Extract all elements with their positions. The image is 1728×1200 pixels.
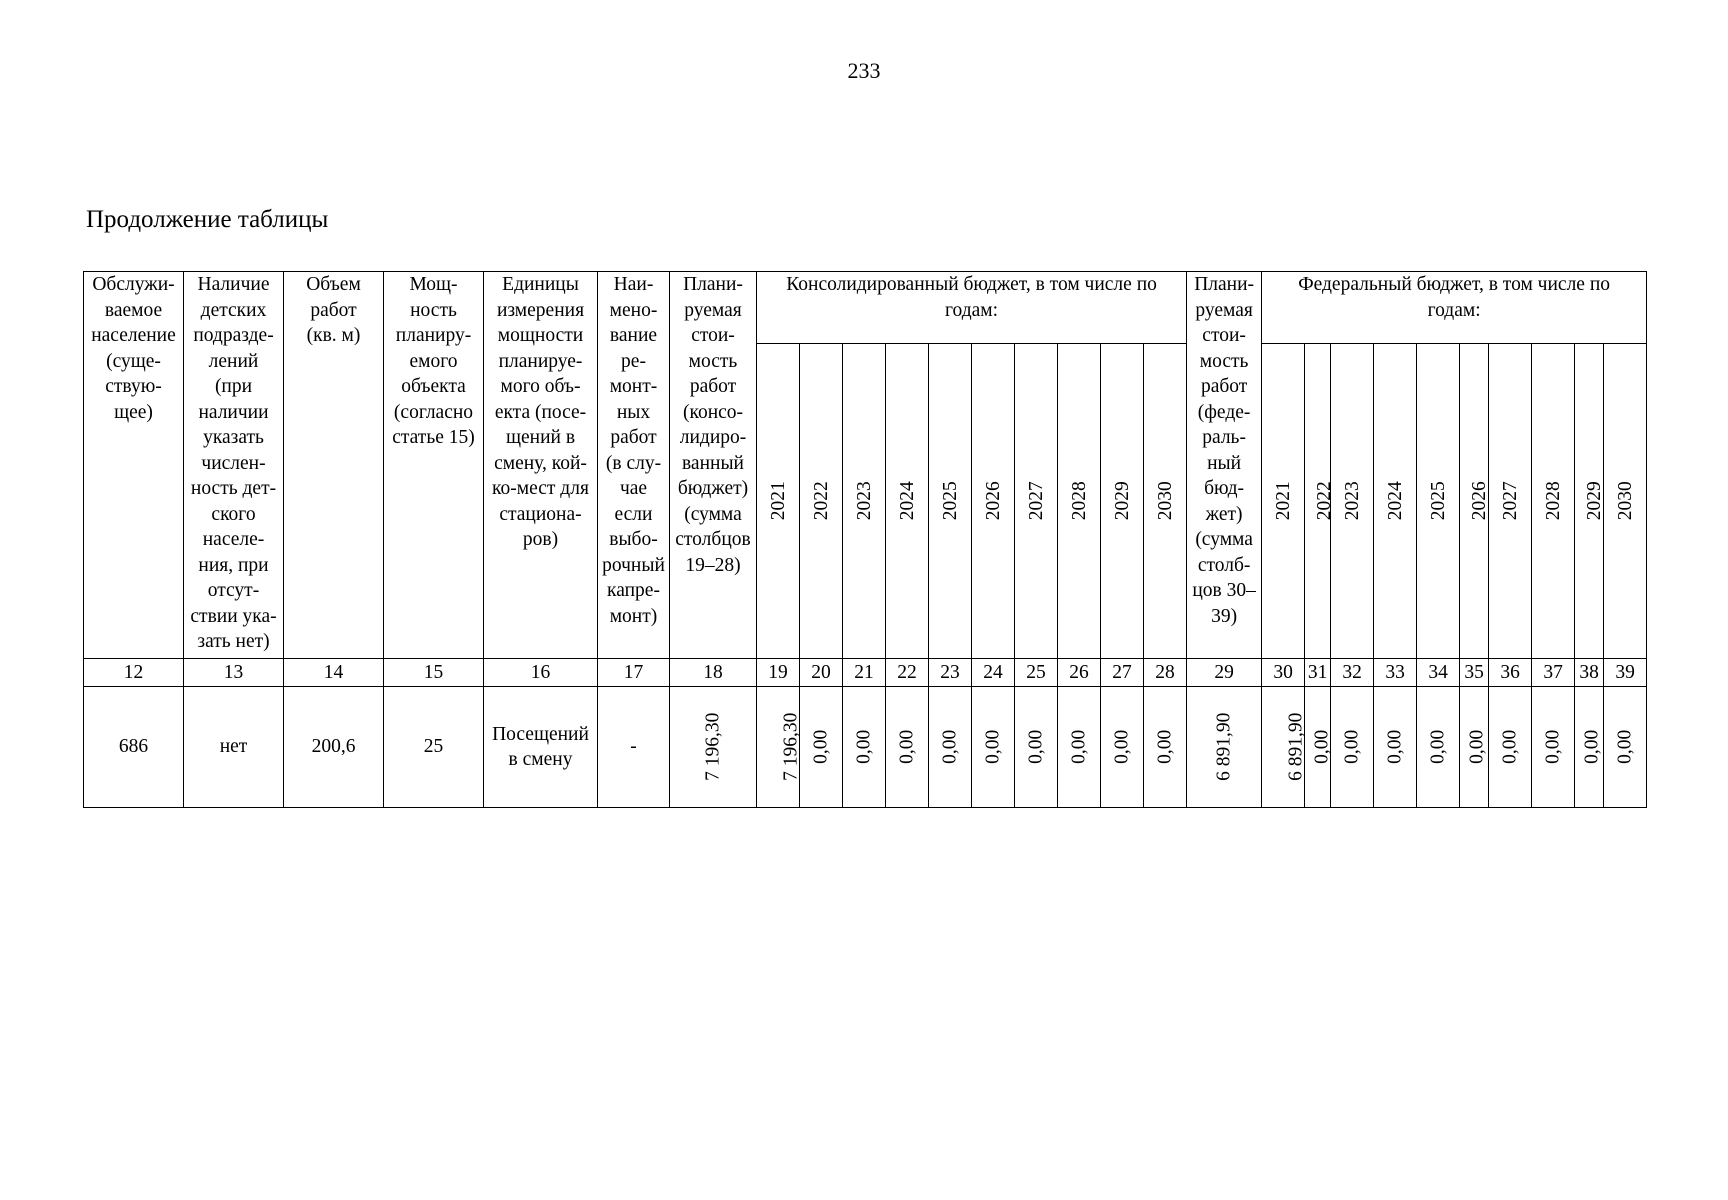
column-number: 26	[1058, 659, 1101, 687]
table-caption: Продолжение таблицы	[86, 206, 329, 233]
year-header-federal: 2027	[1489, 344, 1532, 659]
column-number-row	[84, 659, 1647, 687]
header-planned-cost-consolidated: Плани- руемая стои- мость работ (консо- лидиро- ванный бюджет) (сумма столбцов 19–28)	[670, 272, 757, 659]
cell-planned-cost-consolidated: 7 196,30	[670, 687, 757, 808]
cell-federal-year: 0,00	[1460, 687, 1489, 808]
year-header-federal: 2022	[1305, 344, 1331, 659]
year-header-consolidated: 2028	[1058, 344, 1101, 659]
cell-repair-name: -	[598, 687, 670, 808]
cell-federal-year: 0,00	[1305, 687, 1331, 808]
header-children-units: Наличие детских подразде- лений (при наличии указать числен- ность дет- ского населе- ния, при отсут- ствии ука- зать нет)	[184, 272, 284, 659]
year-header-consolidated: 2022	[800, 344, 843, 659]
cell-work-volume: 200,6	[284, 687, 384, 808]
header-repair-name: Наи- мено- вание ре- монт- ных работ (в слу- чае если выбо- рочный капре- монт)	[598, 272, 670, 659]
column-number: 25	[1015, 659, 1058, 687]
header-capacity-units: Единицы измерения мощности планируе- мого объ- екта (посе- щений в смену, кой- ко-мест для стациона- ров)	[484, 272, 598, 659]
column-number: 31	[1305, 659, 1331, 687]
column-number: 30	[1262, 659, 1305, 687]
cell-consolidated-year: 0,00	[972, 687, 1015, 808]
cell-capacity-units: Посещений в смену	[484, 687, 598, 808]
cell-federal-year: 0,00	[1532, 687, 1575, 808]
year-header-federal: 2024	[1374, 344, 1417, 659]
column-number: 18	[670, 659, 757, 687]
column-number: 19	[757, 659, 800, 687]
column-number: 13	[184, 659, 284, 687]
column-number: 27	[1101, 659, 1144, 687]
column-number: 21	[843, 659, 886, 687]
cell-consolidated-year: 0,00	[800, 687, 843, 808]
cell-federal-year: 0,00	[1331, 687, 1374, 808]
year-header-consolidated: 2025	[929, 344, 972, 659]
year-header-consolidated: 2023	[843, 344, 886, 659]
cell-federal-year: 6 891,90	[1262, 687, 1305, 808]
cell-planned-cost-federal: 6 891,90	[1187, 687, 1262, 808]
column-number: 39	[1604, 659, 1647, 687]
year-header-federal: 2021	[1262, 344, 1305, 659]
year-header-federal: 2025	[1417, 344, 1460, 659]
cell-consolidated-year: 0,00	[1015, 687, 1058, 808]
column-number: 16	[484, 659, 598, 687]
column-number: 23	[929, 659, 972, 687]
cell-federal-year: 0,00	[1604, 687, 1647, 808]
cell-consolidated-year: 0,00	[886, 687, 929, 808]
header-capacity: Мощ- ность планиру- емого объекта (согласно статье 15)	[384, 272, 484, 659]
cell-capacity: 25	[384, 687, 484, 808]
column-number: 34	[1417, 659, 1460, 687]
cell-consolidated-year: 7 196,30	[757, 687, 800, 808]
column-number: 20	[800, 659, 843, 687]
year-header-federal: 2029	[1575, 344, 1604, 659]
column-number: 24	[972, 659, 1015, 687]
year-header-consolidated: 2026	[972, 344, 1015, 659]
cell-federal-year: 0,00	[1575, 687, 1604, 808]
column-number: 35	[1460, 659, 1489, 687]
header-consolidated-budget: Консолидированный бюджет, в том числе по годам:	[757, 272, 1187, 344]
column-number: 28	[1144, 659, 1187, 687]
cell-served-population: 686	[84, 687, 184, 808]
year-header-consolidated: 2024	[886, 344, 929, 659]
column-number: 14	[284, 659, 384, 687]
cell-federal-year: 0,00	[1489, 687, 1532, 808]
cell-consolidated-year: 0,00	[1058, 687, 1101, 808]
column-number: 22	[886, 659, 929, 687]
header-row-1	[84, 272, 1647, 344]
cell-federal-year: 0,00	[1374, 687, 1417, 808]
header-served-population: Обслужи- ваемое население (суще- ствую- щее)	[84, 272, 184, 659]
cell-consolidated-year: 0,00	[843, 687, 886, 808]
year-header-federal: 2030	[1604, 344, 1647, 659]
year-header-consolidated: 2029	[1101, 344, 1144, 659]
cell-consolidated-year: 0,00	[1101, 687, 1144, 808]
column-number: 12	[84, 659, 184, 687]
column-number: 29	[1187, 659, 1262, 687]
column-number: 38	[1575, 659, 1604, 687]
year-header-federal: 2023	[1331, 344, 1374, 659]
header-work-volume: Объем работ (кв. м)	[284, 272, 384, 659]
column-number: 17	[598, 659, 670, 687]
year-header-consolidated: 2027	[1015, 344, 1058, 659]
table-row	[84, 687, 1647, 808]
column-number: 33	[1374, 659, 1417, 687]
budget-table	[83, 271, 1647, 808]
year-header-federal: 2026	[1460, 344, 1489, 659]
header-federal-budget: Федеральный бюджет, в том числе по годам:	[1262, 272, 1647, 344]
column-number: 15	[384, 659, 484, 687]
year-header-federal: 2028	[1532, 344, 1575, 659]
cell-children-units: нет	[184, 687, 284, 808]
year-header-consolidated: 2030	[1144, 344, 1187, 659]
year-header-consolidated: 2021	[757, 344, 800, 659]
cell-consolidated-year: 0,00	[929, 687, 972, 808]
column-number: 36	[1489, 659, 1532, 687]
column-number: 32	[1331, 659, 1374, 687]
cell-consolidated-year: 0,00	[1144, 687, 1187, 808]
page-number: 233	[847, 58, 881, 83]
column-number: 37	[1532, 659, 1575, 687]
header-planned-cost-federal: Плани- руемая стои- мость работ (феде- раль- ный бюд- жет) (сумма столб- цов 30– 39)	[1187, 272, 1262, 659]
cell-federal-year: 0,00	[1417, 687, 1460, 808]
